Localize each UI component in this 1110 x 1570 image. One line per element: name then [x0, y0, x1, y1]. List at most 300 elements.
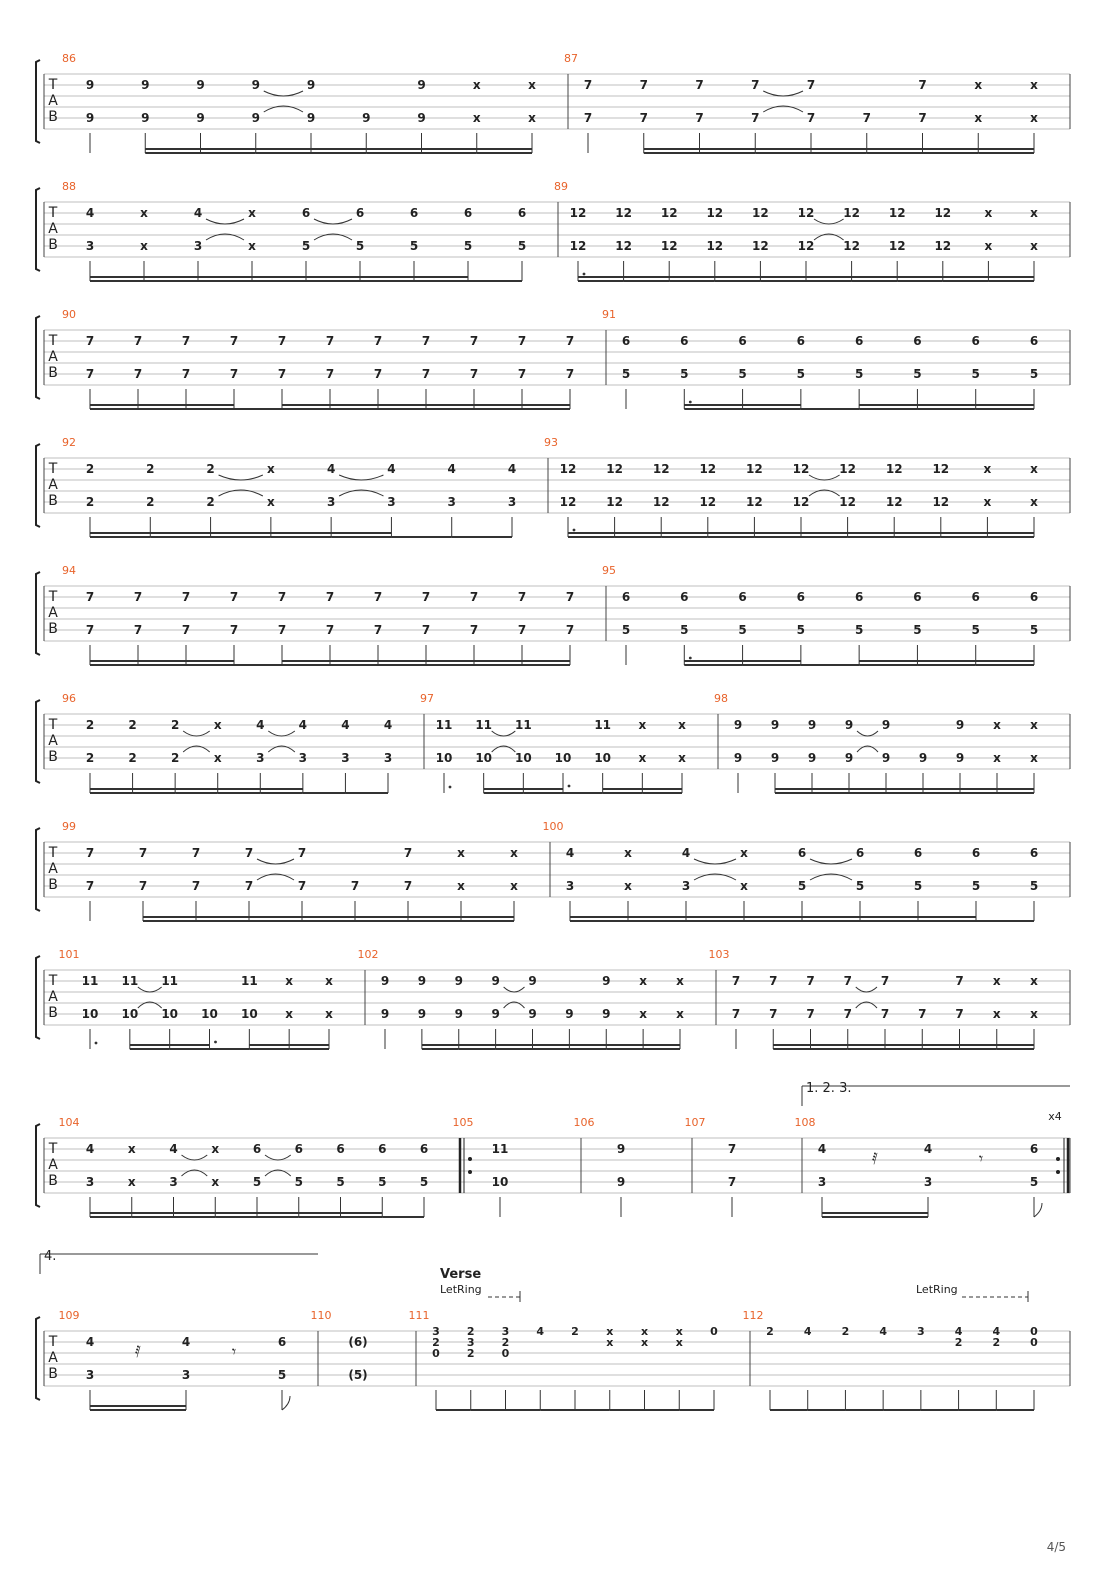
fret-number: 3 [923, 1175, 933, 1189]
chord-fret: 4 [992, 1325, 1001, 1338]
measure-number: 108 [794, 1116, 816, 1129]
fret-number: 10 [240, 1007, 258, 1021]
fret-number: x [740, 879, 748, 893]
fret-number: 2 [206, 462, 215, 476]
fret-number: 6 [621, 334, 631, 348]
fret-number: x [993, 718, 1001, 732]
chord-fret: 4 [954, 1325, 963, 1338]
fret-number: 9 [380, 974, 390, 988]
fret-number: 7 [85, 590, 95, 604]
fret-number: 9 [196, 111, 205, 125]
system-bracket [36, 444, 40, 527]
tab-clef-letter: T [48, 973, 58, 989]
let-ring-label: LetRing [440, 1283, 482, 1296]
fret-number: 4 [341, 718, 350, 732]
tab-clef-letter: A [48, 93, 58, 109]
fret-number: 7 [297, 879, 307, 893]
measure-number: 87 [564, 52, 578, 65]
fret-number: x [248, 239, 256, 253]
fret-number: 6 [336, 1142, 345, 1156]
chord-fret: 2 [954, 1336, 963, 1349]
chord-fret: 4 [879, 1325, 887, 1338]
chord-fret: 0 [432, 1347, 440, 1360]
system-bracket [36, 60, 40, 143]
fret-number: 9 [528, 974, 537, 988]
fret-number: 9 [196, 78, 205, 92]
fret-number: 11 [491, 1142, 509, 1156]
fret-number: 7 [181, 623, 191, 637]
fret-number: 12 [559, 462, 577, 476]
fret-number: (6) [348, 1335, 368, 1349]
chord-fret: 4 [536, 1325, 545, 1338]
fret-number: 10 [161, 1007, 179, 1021]
tab-clef-letter: A [48, 1157, 58, 1173]
fret-number: x [213, 718, 222, 732]
repeat-dot [468, 1157, 472, 1161]
dot [573, 529, 576, 532]
fret-number: 5 [517, 239, 527, 253]
fret-number: 7 [843, 1007, 852, 1021]
tab-clef-letter: B [48, 493, 58, 509]
fret-number: x [266, 462, 275, 476]
fret-number: 7 [695, 78, 704, 92]
fret-number: x [678, 718, 686, 732]
fret-number: 11 [81, 974, 99, 988]
fret-number: 7 [421, 623, 431, 637]
fret-number: 12 [839, 462, 856, 476]
fret-number: 9 [602, 974, 611, 988]
fret-number: 4 [447, 462, 456, 476]
fret-number: 6 [621, 590, 631, 604]
system-bracket [36, 956, 40, 1039]
tab-clef-letter: T [48, 77, 58, 93]
fret-number: 9 [362, 111, 371, 125]
fret-number: 12 [752, 239, 769, 253]
fret-number: 6 [680, 334, 689, 348]
fret-number: 7 [731, 1007, 741, 1021]
measure-number: 98 [714, 692, 728, 705]
fret-number: 4 [681, 846, 691, 860]
fret-number: 7 [880, 974, 890, 988]
fret-number: 6 [1029, 334, 1039, 348]
tie-arc [694, 859, 736, 864]
fret-number: 7 [133, 334, 143, 348]
fret-number: 7 [955, 974, 964, 988]
measure-number: 96 [62, 692, 76, 705]
fret-number: x [984, 239, 993, 253]
tie-arc [504, 987, 525, 992]
fret-number: 6 [378, 1142, 387, 1156]
chord-fret: 2 [501, 1336, 510, 1349]
chord-fret: x [640, 1325, 649, 1338]
fret-number: x [676, 1007, 684, 1021]
fret-number: 6 [855, 846, 865, 860]
fret-number: 7 [583, 78, 593, 92]
fret-number: 7 [955, 1007, 964, 1021]
fret-number: 6 [1029, 590, 1039, 604]
fret-number: 7 [85, 334, 95, 348]
fret-number: 7 [373, 367, 383, 381]
fret-number: 7 [639, 78, 648, 92]
fret-number: 9 [251, 78, 260, 92]
chord-fret: x [606, 1336, 614, 1349]
tie-arc [314, 219, 352, 224]
fret-number: 7 [565, 590, 575, 604]
fret-number: 6 [1029, 846, 1039, 860]
fret-number: 7 [565, 334, 575, 348]
chord-fret: 0 [1030, 1325, 1038, 1338]
measure-number: 103 [708, 948, 730, 961]
tab-clef-letter: B [48, 237, 58, 253]
fret-number: 5 [913, 367, 922, 381]
fret-number: 7 [843, 974, 852, 988]
fret-number: 11 [475, 718, 493, 732]
tie-arc [814, 219, 844, 224]
fret-number: 5 [680, 367, 689, 381]
fret-number: x [140, 206, 148, 220]
measure-number: 95 [602, 564, 616, 577]
fret-number: 7 [806, 1007, 815, 1021]
fret-number: 7 [565, 367, 575, 381]
fret-number: x [1030, 1007, 1038, 1021]
fret-number: 9 [306, 111, 316, 125]
page-number: 4/5 [1046, 1540, 1066, 1554]
fret-number: 4 [565, 846, 575, 860]
fret-number: 2 [85, 462, 95, 476]
measure-number: 100 [542, 820, 564, 833]
measure-number: 93 [544, 436, 558, 449]
dot [568, 785, 571, 788]
fret-number: 7 [297, 846, 307, 860]
fret-number: 12 [885, 462, 903, 476]
fret-number: 12 [843, 206, 860, 220]
fret-number: 7 [469, 334, 479, 348]
fret-number: x [1030, 974, 1038, 988]
rest-symbol: 𝄾 [231, 1342, 237, 1361]
fret-number: 7 [277, 590, 287, 604]
fret-number: 6 [913, 334, 922, 348]
fret-number: 4 [181, 1335, 191, 1349]
fret-number: 5 [1029, 623, 1039, 637]
fret-number: 7 [191, 846, 201, 860]
fret-number: x [1030, 462, 1038, 476]
fret-number: x [457, 846, 465, 860]
fret-number: 5 [854, 623, 864, 637]
fret-number: 2 [128, 751, 137, 765]
fret-number: x [740, 846, 748, 860]
fret-number: 10 [201, 1007, 218, 1021]
chord-fret: 2 [466, 1347, 475, 1360]
tab-clef-letter: T [48, 333, 58, 349]
fret-number: 7 [133, 623, 143, 637]
fret-number: 9 [881, 751, 891, 765]
note-flag [1034, 1203, 1042, 1217]
fret-number: 6 [913, 846, 923, 860]
tie-arc [138, 987, 162, 992]
fret-number: 2 [85, 718, 95, 732]
chord-fret: 2 [992, 1336, 1001, 1349]
fret-number: 10 [81, 1007, 99, 1021]
fret-number: 7 [191, 879, 201, 893]
fret-number: 2 [146, 495, 155, 509]
fret-number: 7 [639, 111, 648, 125]
fret-number: 4 [85, 206, 95, 220]
fret-number: 6 [854, 334, 864, 348]
fret-number: x [510, 879, 518, 893]
fret-number: 9 [844, 718, 854, 732]
fret-number: 7 [751, 111, 760, 125]
tab-clef-letter: T [48, 1334, 58, 1350]
fret-number: 7 [421, 590, 431, 604]
fret-number: 5 [738, 367, 747, 381]
fret-number: 4 [298, 718, 308, 732]
fret-number: 7 [277, 334, 287, 348]
fret-number: 7 [138, 879, 148, 893]
system-bracket [36, 828, 40, 911]
chord-fret: x [640, 1336, 649, 1349]
fret-number: 7 [373, 334, 383, 348]
tab-clef-letter: A [48, 221, 58, 237]
fret-number: x [624, 879, 632, 893]
rest-symbol: 𝄾 [978, 1149, 984, 1168]
fret-number: 5 [738, 623, 747, 637]
fret-number: 7 [469, 367, 479, 381]
dot [689, 657, 692, 660]
fret-number: 6 [463, 206, 473, 220]
fret-number: 4 [923, 1142, 933, 1156]
dot [95, 1042, 98, 1045]
fret-number: x [639, 1007, 647, 1021]
system-bracket [36, 188, 40, 271]
fret-number: 4 [387, 462, 396, 476]
fret-number: 7 [517, 334, 527, 348]
tab-clef-letter: T [48, 845, 58, 861]
fret-number: 9 [528, 1007, 537, 1021]
fret-number: 10 [435, 751, 453, 765]
fret-number: 6 [277, 1335, 287, 1349]
fret-number: x [992, 974, 1001, 988]
fret-number: 12 [569, 239, 587, 253]
volta-label: 1. 2. 3. [806, 1081, 852, 1096]
fret-number: 6 [355, 206, 365, 220]
measure-number: 92 [62, 436, 76, 449]
fret-number: 9 [733, 751, 743, 765]
fret-number: 7 [806, 974, 815, 988]
fret-number: 12 [615, 239, 632, 253]
fret-number: 7 [806, 78, 816, 92]
fret-number: 3 [298, 751, 308, 765]
fret-number: x [983, 462, 992, 476]
let-ring-label: LetRing [916, 1283, 958, 1296]
chord-fret: 3 [466, 1336, 475, 1349]
fret-number: 4 [507, 462, 517, 476]
fret-number: x [974, 111, 983, 125]
measure-number: 99 [62, 820, 76, 833]
fret-number: 5 [252, 1175, 262, 1189]
fret-number: 7 [695, 111, 704, 125]
fret-number: 12 [606, 495, 623, 509]
fret-number: 10 [491, 1175, 509, 1189]
fret-number: 9 [454, 1007, 463, 1021]
fret-number: 4 [85, 1142, 95, 1156]
fret-number: 7 [325, 334, 335, 348]
chord-fret: 0 [1030, 1336, 1038, 1349]
measure-number: 101 [58, 948, 80, 961]
fret-number: x [639, 974, 647, 988]
fret-number: 9 [454, 974, 463, 988]
chord-fret: 3 [501, 1325, 510, 1338]
rest-symbol: 𝅀 [135, 1342, 141, 1361]
fret-number: 2 [128, 718, 137, 732]
system-bracket [36, 700, 40, 783]
fret-number: 4 [169, 1142, 178, 1156]
fret-number: 7 [325, 623, 335, 637]
dot [689, 401, 692, 404]
fret-number: 6 [971, 334, 980, 348]
tab-clef-letter: A [48, 861, 58, 877]
fret-number: x [983, 495, 992, 509]
fret-number: 4 [326, 462, 336, 476]
fret-number: 7 [85, 879, 95, 893]
fret-number: 7 [403, 879, 413, 893]
tie-arc [339, 475, 383, 480]
measure-number: 112 [742, 1309, 764, 1322]
fret-number: 12 [660, 206, 678, 220]
fret-number: 6 [797, 846, 807, 860]
fret-number: 5 [336, 1175, 345, 1189]
fret-number: 9 [807, 751, 817, 765]
fret-number: 5 [1029, 1175, 1039, 1189]
dot [214, 1041, 217, 1044]
fret-number: 12 [746, 495, 763, 509]
fret-number: 2 [146, 462, 155, 476]
chord-fret: x [606, 1325, 614, 1338]
fret-number: 9 [417, 78, 426, 92]
fret-number: 6 [301, 206, 311, 220]
fret-number: x [325, 1007, 333, 1021]
fret-number: 5 [419, 1175, 429, 1189]
fret-number: 7 [133, 367, 143, 381]
fret-number: 7 [350, 879, 360, 893]
fret-number: 7 [277, 367, 287, 381]
fret-number: x [472, 78, 481, 92]
fret-number: x [285, 1007, 294, 1021]
fret-number: 12 [932, 495, 950, 509]
fret-number: 5 [277, 1368, 287, 1382]
fret-number: 9 [602, 1007, 611, 1021]
fret-number: 2 [206, 495, 215, 509]
measure-number: 109 [58, 1309, 80, 1322]
fret-number: 12 [885, 495, 903, 509]
fret-number: 7 [769, 1007, 778, 1021]
fret-number: 6 [1029, 1142, 1039, 1156]
fret-number: 5 [913, 623, 922, 637]
fret-number: x [510, 846, 518, 860]
measure-number: 91 [602, 308, 616, 321]
fret-number: x [211, 1142, 220, 1156]
fret-number: 5 [796, 623, 806, 637]
fret-number: 10 [594, 751, 612, 765]
chord-fret: 2 [432, 1336, 440, 1349]
measure-number: 104 [58, 1116, 80, 1129]
note-flag [282, 1396, 290, 1410]
fret-number: 4 [817, 1142, 827, 1156]
tie-arc [492, 731, 516, 736]
measure-number: 107 [684, 1116, 706, 1129]
fret-number: 6 [738, 334, 747, 348]
fret-number: 2 [170, 718, 180, 732]
fret-number: 6 [796, 590, 806, 604]
tab-clef-letter: B [48, 621, 58, 637]
chord-fret: 3 [917, 1325, 925, 1338]
fret-number: 7 [325, 590, 335, 604]
fret-number: 9 [380, 1007, 390, 1021]
fret-number: 3 [447, 495, 456, 509]
fret-number: 5 [971, 879, 981, 893]
rest-symbol: 𝅀 [872, 1149, 878, 1168]
tab-clef-letter: A [48, 349, 58, 365]
fret-number: x [127, 1175, 136, 1189]
fret-number: x [213, 751, 222, 765]
chord-fret: 2 [841, 1325, 850, 1338]
tab-clef-letter: B [48, 1005, 58, 1021]
chord-fret: 2 [466, 1325, 475, 1338]
fret-number: x [1030, 239, 1038, 253]
measure-number: 90 [62, 308, 76, 321]
fret-number: 9 [85, 78, 95, 92]
fret-number: 9 [306, 78, 316, 92]
fret-number: 4 [85, 1335, 95, 1349]
tab-clef-letter: B [48, 877, 58, 893]
fret-number: 7 [138, 846, 148, 860]
fret-number: 6 [680, 590, 689, 604]
fret-number: 9 [491, 1007, 500, 1021]
fret-number: 11 [161, 974, 179, 988]
fret-number: 7 [469, 590, 479, 604]
fret-number: 11 [435, 718, 453, 732]
fret-number: 3 [341, 751, 350, 765]
tab-clef-letter: B [48, 1366, 58, 1382]
fret-number: 7 [769, 974, 778, 988]
fret-number: 7 [229, 334, 239, 348]
tab-clef-letter: T [48, 461, 58, 477]
fret-number: 11 [594, 718, 612, 732]
fret-number: 7 [421, 334, 431, 348]
fret-number: x [457, 879, 465, 893]
fret-number: 9 [491, 974, 500, 988]
section-label: Verse [440, 1267, 482, 1282]
measure-number: 88 [62, 180, 76, 193]
fret-number: x [325, 974, 333, 988]
fret-number: 5 [301, 239, 311, 253]
fret-number: 7 [85, 367, 95, 381]
fret-number: 6 [252, 1142, 262, 1156]
tie-arc [856, 987, 877, 992]
fret-number: 6 [971, 590, 980, 604]
fret-number: 7 [325, 367, 335, 381]
fret-number: 5 [913, 879, 923, 893]
fret-number: 9 [616, 1142, 626, 1156]
fret-number: 12 [699, 495, 717, 509]
fret-number: 9 [844, 751, 854, 765]
tie-arc [183, 731, 210, 736]
fret-number: 4 [193, 206, 203, 220]
tab-clef-letter: A [48, 477, 58, 493]
fret-number: x [528, 78, 536, 92]
tie-arc [265, 1155, 291, 1160]
chord-fret: 2 [766, 1325, 774, 1338]
fret-number: 7 [85, 623, 95, 637]
